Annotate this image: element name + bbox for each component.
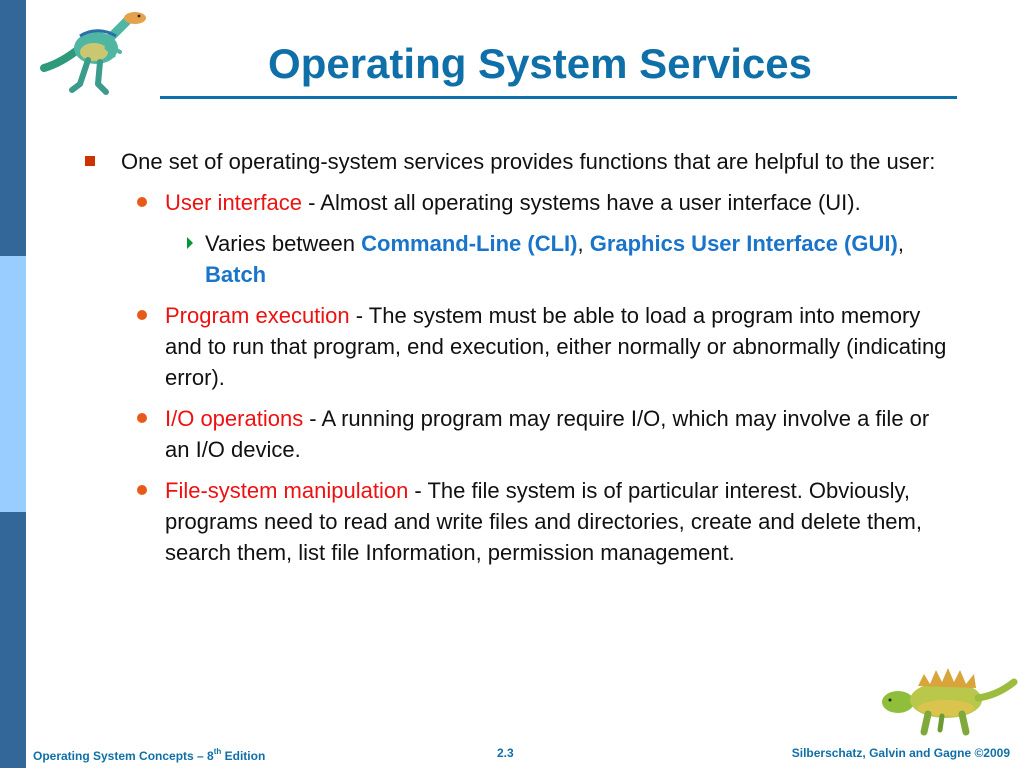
page-title: Operating System Services [268,40,812,87]
main-bullet-text: One set of operating-system services provides functions that are helpful to the user: [121,149,936,174]
main-bullet [85,146,955,177]
footer-page-number: 2.3 [497,746,514,760]
triangle-bullet-icon [187,237,193,249]
left-bar-segment-bottom [0,512,26,768]
service-description: - The system must be able to load a program into memory and to run that program, end execution, either normally or abnormally (indicating error). [165,303,947,390]
service-description: - A running program may require I/O, which may involve a file or an I/O device. [165,406,930,462]
keyword-cli: Command-Line (CLI) [361,231,578,256]
subitem-prefix: Varies between [205,231,362,256]
footer-left-superscript: th [213,747,222,756]
square-bullet-icon [85,156,95,166]
keyword-batch: Batch [205,262,267,287]
dinosaur-logo-icon [868,660,1018,740]
service-term: Program execution [165,303,350,328]
service-description: - Almost all operating systems have a user interface (UI). [301,190,861,215]
service-term: I/O operations [165,406,304,431]
ui-types-subitem [187,228,955,290]
left-decorative-bar [0,0,26,768]
keyword-gui: Graphics User Interface (GUI) [589,231,898,256]
footer-authors: Silberschatz, Galvin and Gagne ©2009 [791,746,1010,760]
round-bullet-icon [137,197,147,207]
service-item-file-system [133,475,955,568]
slide-content [85,146,955,568]
service-term: User interface [165,190,302,215]
service-description: - The file system is of particular interest. Obviously, programs need to read and write files and directories, create and delete them, search them, list file Information, permission management. [165,478,922,565]
footer-book-title [33,744,265,765]
dinosaur-logo-icon [36,6,156,96]
service-term: File-system manipulation [165,478,409,503]
footer-left-end: Edition [221,749,266,763]
subitem-separator: , [897,231,904,256]
left-bar-segment-top [0,0,26,256]
left-bar-segment-middle [0,256,26,512]
footer-left-text: Operating System Concepts – 8 [33,749,214,763]
service-item-user-interface [133,187,955,218]
title-underline [160,96,957,99]
subitem-separator: , [577,231,590,256]
service-item-io-operations [133,403,955,465]
service-item-program-execution [133,300,955,393]
round-bullet-icon [137,413,147,423]
round-bullet-icon [137,310,147,320]
round-bullet-icon [137,485,147,495]
